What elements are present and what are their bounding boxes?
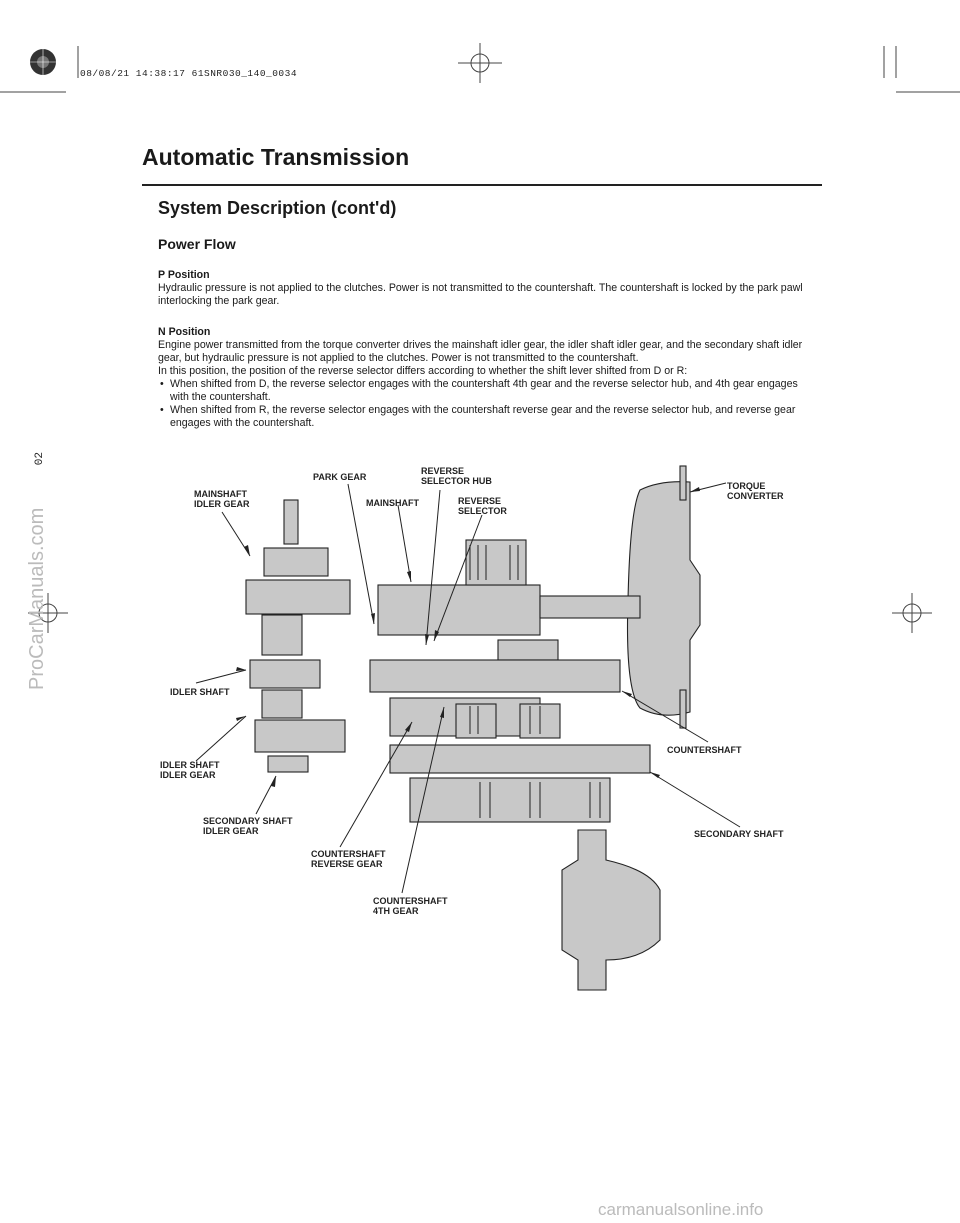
label-idler-shaft: IDLER SHAFT	[170, 687, 230, 697]
label-reverse-selector-hub: REVERSE SELECTOR HUB	[421, 466, 492, 486]
page-subtitle: System Description (cont'd)	[158, 198, 397, 218]
label-secondary-shaft-idler-gear: SECONDARY SHAFT IDLER GEAR	[203, 816, 293, 836]
section-heading: Power Flow	[158, 236, 236, 252]
side-watermark: ProCarManuals.com	[26, 507, 48, 690]
n-position-text: Engine power transmitted from the torque converter drives the mainshaft idler gear, the idler shaft idler gear, and the secondary shaft idler gear, but hydraulic pressure is not applied to the clutches. Power is not transmitted to the countershaft.	[158, 339, 803, 364]
label-torque-converter: TORQUE CONVERTER	[727, 481, 784, 501]
p-position-text: Hydraulic pressure is not applied to the clutches. Power is not transmitted to the countershaft. The countershaft is locked by the park pawl interlocking the park gear.	[158, 282, 803, 307]
label-park-gear: PARK GEAR	[313, 472, 367, 482]
label-countershaft-reverse-gear: COUNTERSHAFT REVERSE GEAR	[311, 849, 386, 869]
label-mainshaft-idler-gear: MAINSHAFT IDLER GEAR	[194, 489, 250, 509]
print-stamp: 08/08/21 14:38:17 61SNR030_140_0034	[80, 68, 298, 79]
label-secondary-shaft: SECONDARY SHAFT	[694, 829, 784, 839]
label-mainshaft: MAINSHAFT	[366, 498, 419, 508]
page-code: 02	[34, 452, 46, 466]
label-countershaft: COUNTERSHAFT	[667, 745, 742, 755]
n-position-heading: N Position	[158, 326, 211, 338]
footer-watermark: carmanualsonline.info	[598, 1200, 764, 1219]
label-idler-shaft-idler-gear: IDLER SHAFT IDLER GEAR	[160, 760, 220, 780]
page-title: Automatic Transmission	[142, 144, 410, 170]
list-item: • When shifted from R, the reverse selector engages with the countershaft reverse gear and the reverse selector hub, and reverse gear engages with the countershaft.	[158, 404, 808, 430]
label-reverse-selector: REVERSE SELECTOR	[458, 496, 507, 516]
label-countershaft-4th-gear: COUNTERSHAFT 4TH GEAR	[373, 896, 448, 916]
list-item: • When shifted from D, the reverse selector engages with the countershaft 4th gear and the reverse selector hub, and 4th gear engages with the countershaft.	[158, 378, 808, 404]
n-position-text-2: In this position, the position of the reverse selector differs according to whether the shift lever shifted from D or R:	[158, 365, 688, 377]
p-position-heading: P Position	[158, 269, 210, 281]
